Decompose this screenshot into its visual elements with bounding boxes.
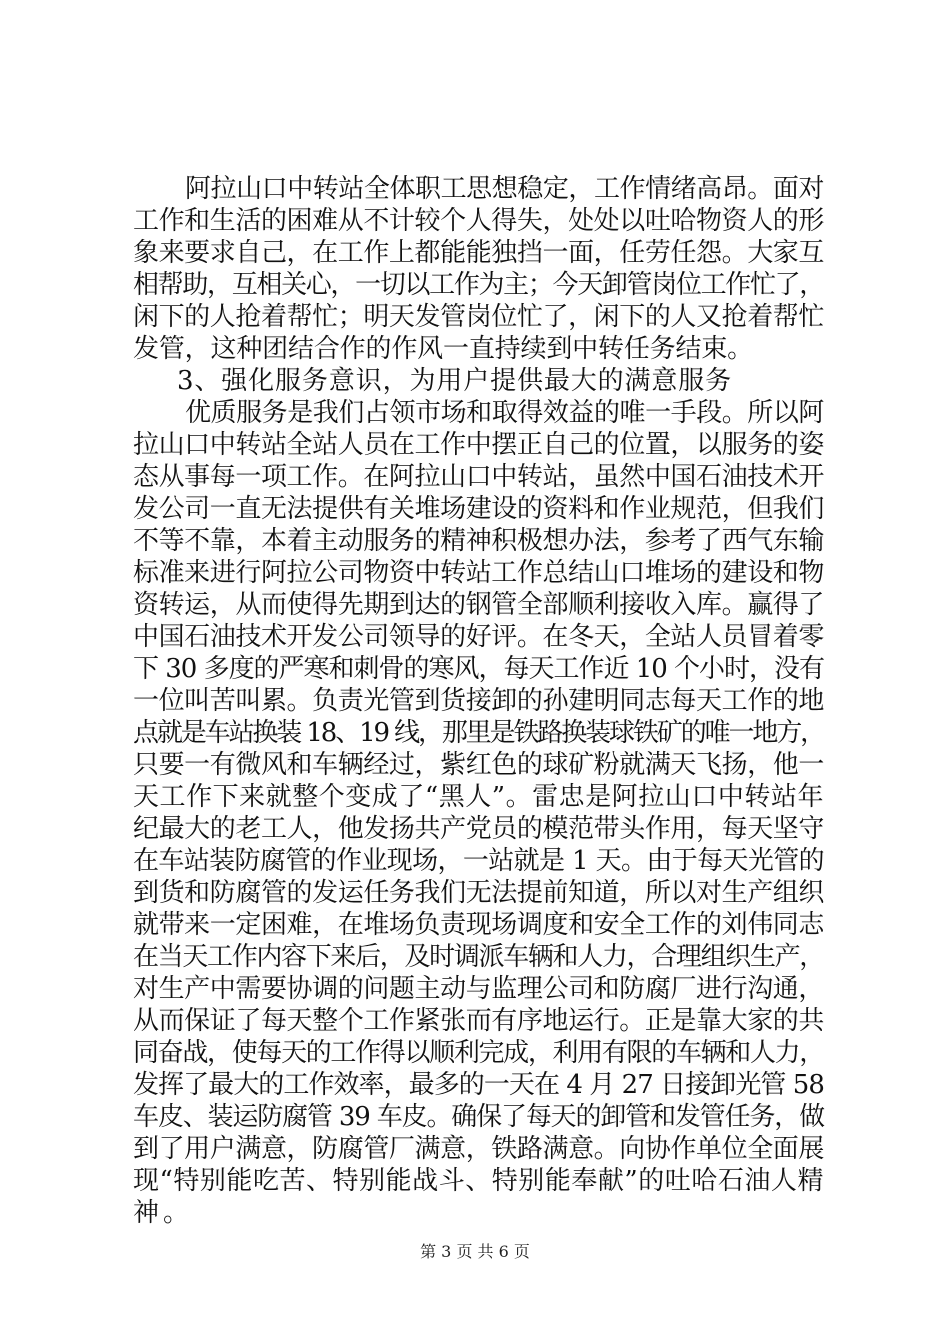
section-heading: 3、强化服务意识，为用户提供最大的满意服务 [177,366,732,396]
paragraph-line: 不等不靠，本着主动服务的精神积极想办法，参考了西气东输 [133,526,824,556]
paragraph-line: 发挥了最大的工作效率，最多的一天在 4 月 27 日接卸光管 58 [133,1070,824,1100]
paragraph-line: 中国石油技术开发公司领导的好评。在冬天，全站人员冒着零 [133,622,824,652]
paragraph-line: 只要一有微风和车辆经过，紫红色的球矿粉就满天飞扬，他一 [133,750,824,780]
paragraph-line: 点就是车站换装 18、19 线，那里是铁路换装球铁矿的唯一地方， [133,718,824,748]
paragraph-line: 在当天工作内容下来后，及时调派车辆和人力，合理组织生产， [133,942,824,972]
paragraph-line: 在车站装防腐管的作业现场，一站就是 1 天。由于每天光管的 [133,846,824,876]
paragraph-line: 天工作下来就整个变成了“黑人”。雷忠是阿拉山口中转站年 [133,782,824,812]
paragraph-line: 到了用户满意，防腐管厂满意，铁路满意。向协作单位全面展 [133,1134,824,1164]
paragraph-line: 神。 [133,1198,193,1228]
paragraph-line: 对生产中需要协调的问题主动与监理公司和防腐厂进行沟通， [133,974,824,1004]
paragraph-line: 阿拉山口中转站全体职工思想稳定，工作情绪高昂。面对 [185,174,824,204]
paragraph-line: 态从事每一项工作。在阿拉山口中转站，虽然中国石油技术开 [133,462,824,492]
paragraph-line: 现“特别能吃苦、特别能战斗、特别能奉献”的吐哈石油人精 [133,1166,824,1196]
paragraph-line: 闲下的人抢着帮忙；明天发管岗位忙了，闲下的人又抢着帮忙 [133,302,824,332]
paragraph-line: 标准来进行阿拉公司物资中转站工作总结山口堆场的建设和物 [133,558,824,588]
paragraph-line: 车皮、装运防腐管 39 车皮。确保了每天的卸管和发管任务，做 [133,1102,824,1132]
paragraph-line: 纪最大的老工人，他发扬共产党员的模范带头作用，每天坚守 [133,814,824,844]
paragraph-line: 相帮助，互相关心，一切以工作为主；今天卸管岗位工作忙了， [133,270,824,300]
page-footer: 第 3 页 共 6 页 [420,1242,530,1261]
paragraph-line: 拉山口中转站全站人员在工作中摆正自己的位置，以服务的姿 [133,430,824,460]
paragraph-line: 工作和生活的困难从不计较个人得失，处处以吐哈物资人的形 [133,206,824,236]
paragraph-line: 优质服务是我们占领市场和取得效益的唯一手段。所以阿 [185,398,824,428]
paragraph-line: 象来要求自己，在工作上都能能独挡一面，任劳任怨。大家互 [133,238,824,268]
paragraph-line: 下 30 多度的严寒和刺骨的寒风，每天工作近 10 个小时，没有 [133,654,824,684]
paragraph-line: 发公司一直无法提供有关堆场建设的资料和作业规范，但我们 [133,494,824,524]
paragraph-line: 就带来一定困难，在堆场负责现场调度和安全工作的刘伟同志 [133,910,824,940]
paragraph-line: 一位叫苦叫累。负责光管到货接卸的孙建明同志每天工作的地 [133,686,824,716]
paragraph-line: 发管，这种团结合作的作风一直持续到中转任务结束。 [133,334,753,364]
paragraph-line: 同奋战，使每天的工作得以顺利完成，利用有限的车辆和人力， [133,1038,824,1068]
paragraph-line: 从而保证了每天整个工作紧张而有序地运行。正是靠大家的共 [133,1006,824,1036]
paragraph-line: 到货和防腐管的发运任务我们无法提前知道，所以对生产组织 [133,878,824,908]
paragraph-line: 资转运，从而使得先期到达的钢管全部顺利接收入库。赢得了 [133,590,824,620]
